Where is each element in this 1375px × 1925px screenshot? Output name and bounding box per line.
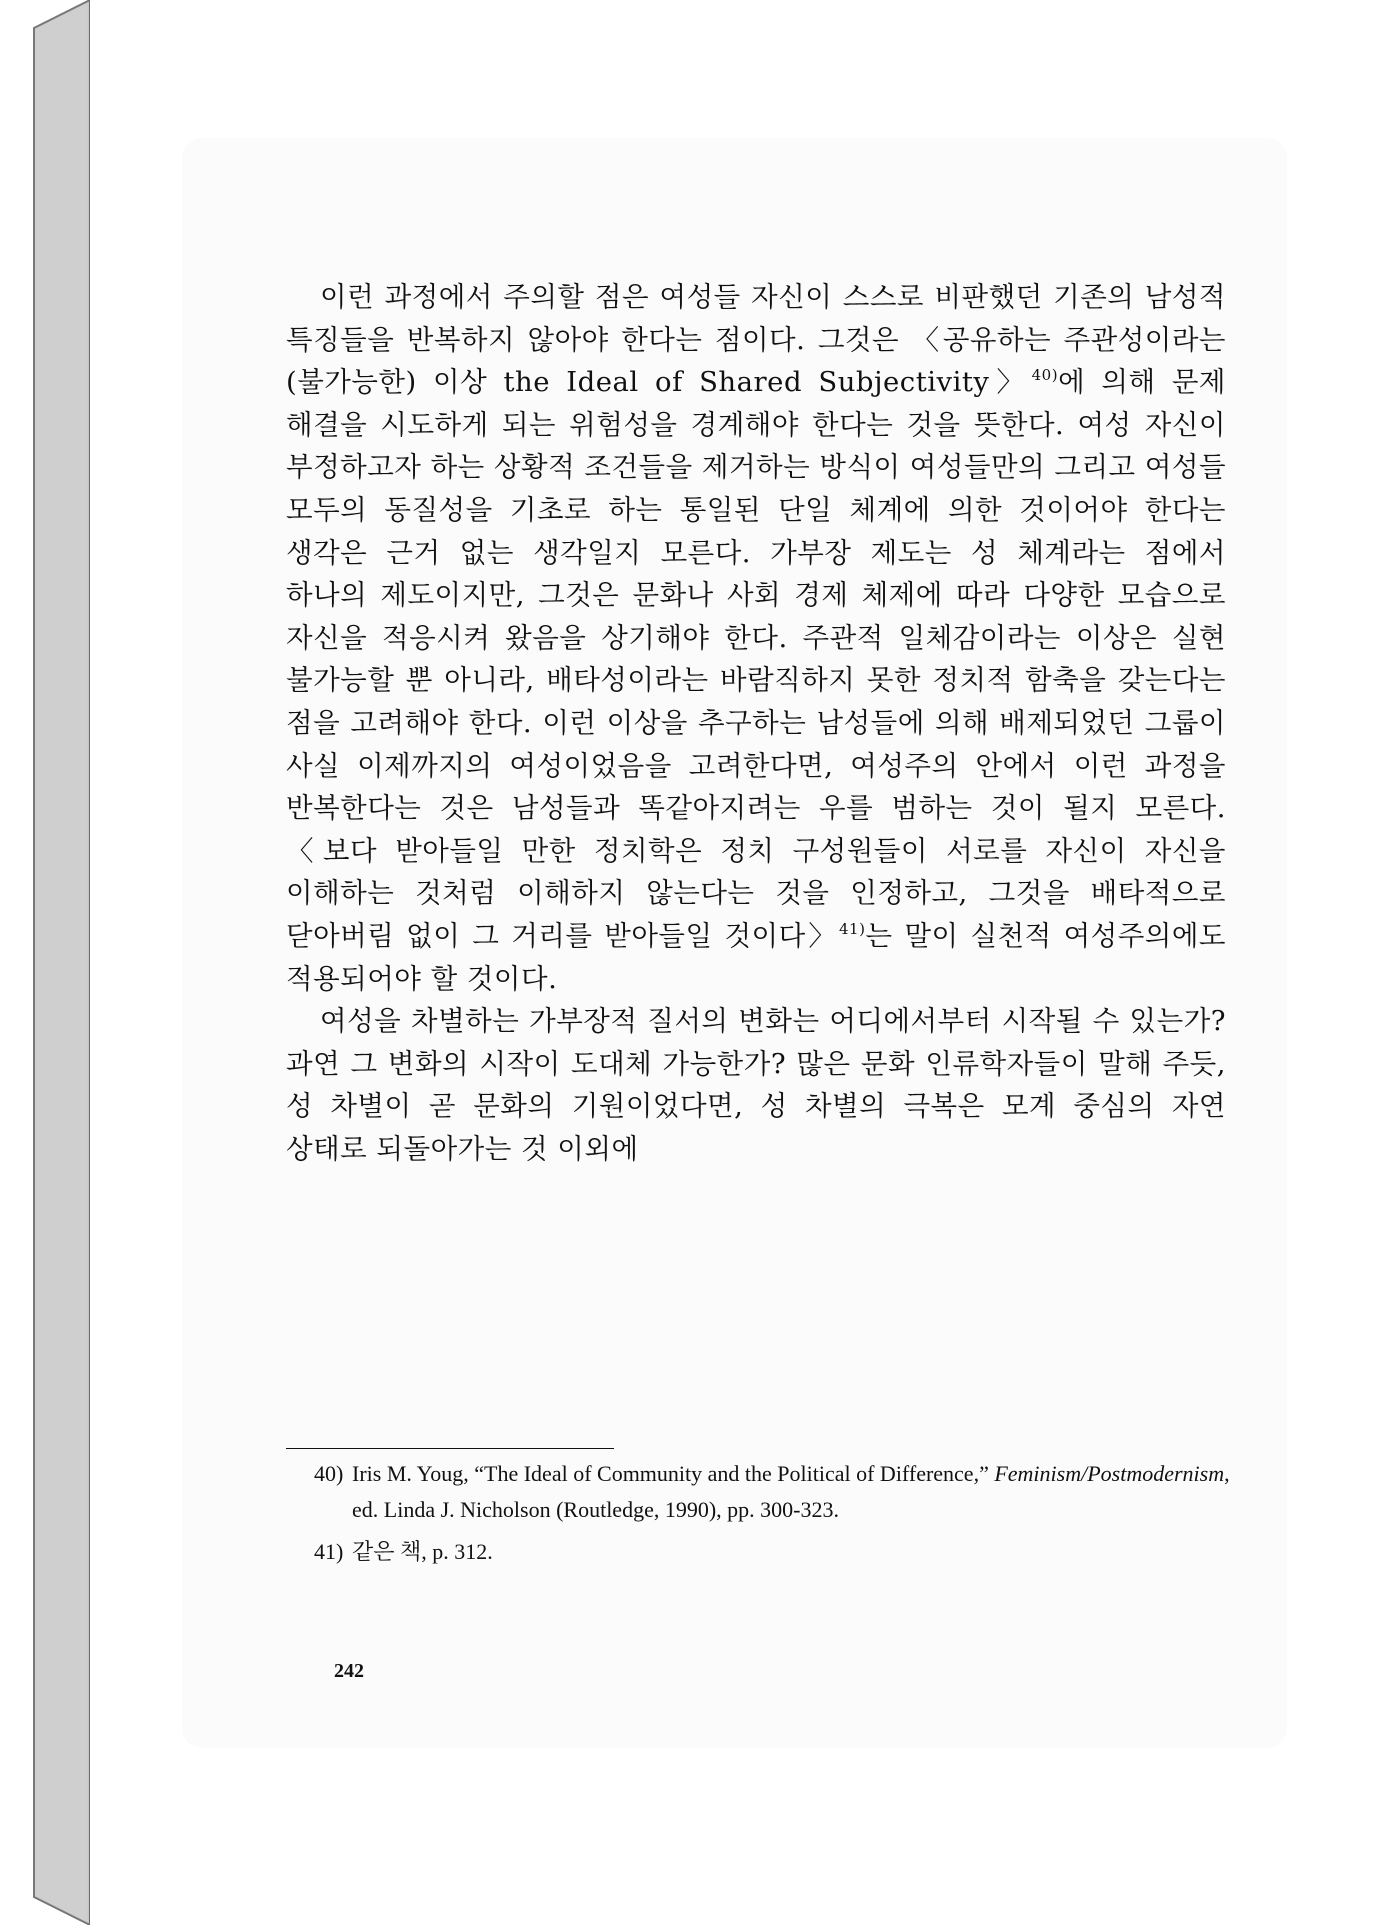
paragraph-2: 여성을 차별하는 가부장적 질서의 변화는 어디에서부터 시작될 수 있는가? 과연 그 변화의 시작이 도대체 가능한가? 많은 문화 인류학자들이 말해 주듯, 성 차별이 곧 문화의 기원이었다면, 성 차별의 극복은 모계 중심의 자연 상태로 되돌아가는 것 이외에 [286,1005,1226,1165]
footnote-41 [314,1534,1234,1570]
paragraph-1-text-c: 는 말이 실천적 여성주의에도 적용되어야 할 것이다. [286,919,1226,995]
body-text [286,276,1226,1170]
footnote-number: 40) [314,1461,344,1486]
footnote-number: 41) [314,1539,344,1564]
book-spine [32,0,92,1925]
footnote-40-title: Feminism/Postmodernism [994,1461,1225,1486]
footnote-40-text-a: Iris M. Youg, “The Ideal of Community and the Political of Difference,” [352,1461,995,1486]
footnote-ref-41: 41) [839,919,866,938]
page-number: 242 [334,1660,364,1682]
footnote-40 [314,1456,1234,1528]
footnote-ref-40: 40) [1031,366,1059,385]
footnote-divider [286,1448,614,1449]
footnote-41-text: 같은 책, p. 312. [352,1539,493,1564]
footnotes [314,1456,1234,1576]
footnote-40-text-b: , ed. Linda J. Nicholson (Routledge, 1990), pp. 300-323. [352,1461,1230,1522]
paragraph-1-text-b: 에 의해 문제 해결을 시도하게 되는 위험성을 경계해야 한다는 것을 뜻한다. 여성 자신이 부정하고자 하는 상황적 조건들을 제거하는 방식이 여성들만의 그리고 여성들 모두의 동질성을 기초로 하는 통일된 단일 체계에 의한 것이어야 한다는 생각은 근거 없는 생각일지 모른다. 가부장 제도는 성 체계라는 점에서 하나의 제도이지만, 그것은 문화나 사회 경제 체제에 따라 다양한 모습으로 자신을 적응시켜 왔음을 상기해야 한다. 주관적 일체감이라는 이상은 실현 불가능할 뿐 아니라, 배타성이라는 바람직하지 못한 정치적 함축을 갖는다는 점을 고려해야 한다. 이런 이상을 추구하는 남성들에 의해 배제되었던 그룹이 사실 이제까지의 여성이었음을 고려한다면, 여성주의 안에서 이런 과정을 반복한다는 것은 남성들과 똑같아지려는 우를 범하는 것이 될지 모른다. 〈보다 받아들일 만한 정치학은 정치 구성원들이 서로를 자신이 자신을 이해하는 것처럼 이해하지 않는다는 것을 인정하고, 그것을 배타적으로 닫아버림 없이 그 거리를 받아들일 것이다〉 [286,366,1227,952]
paragraph-1 [286,276,1226,1000]
paragraph-1-text-a: 이런 과정에서 주의할 점은 여성들 자신이 스스로 비판했던 기존의 남성적 특징들을 반복하지 않아야 한다는 점이다. 그것은 〈공유하는 주관성이라는 (불가능한) 이상 the Ideal of Shared Subjectivity〉 [286,281,1226,399]
